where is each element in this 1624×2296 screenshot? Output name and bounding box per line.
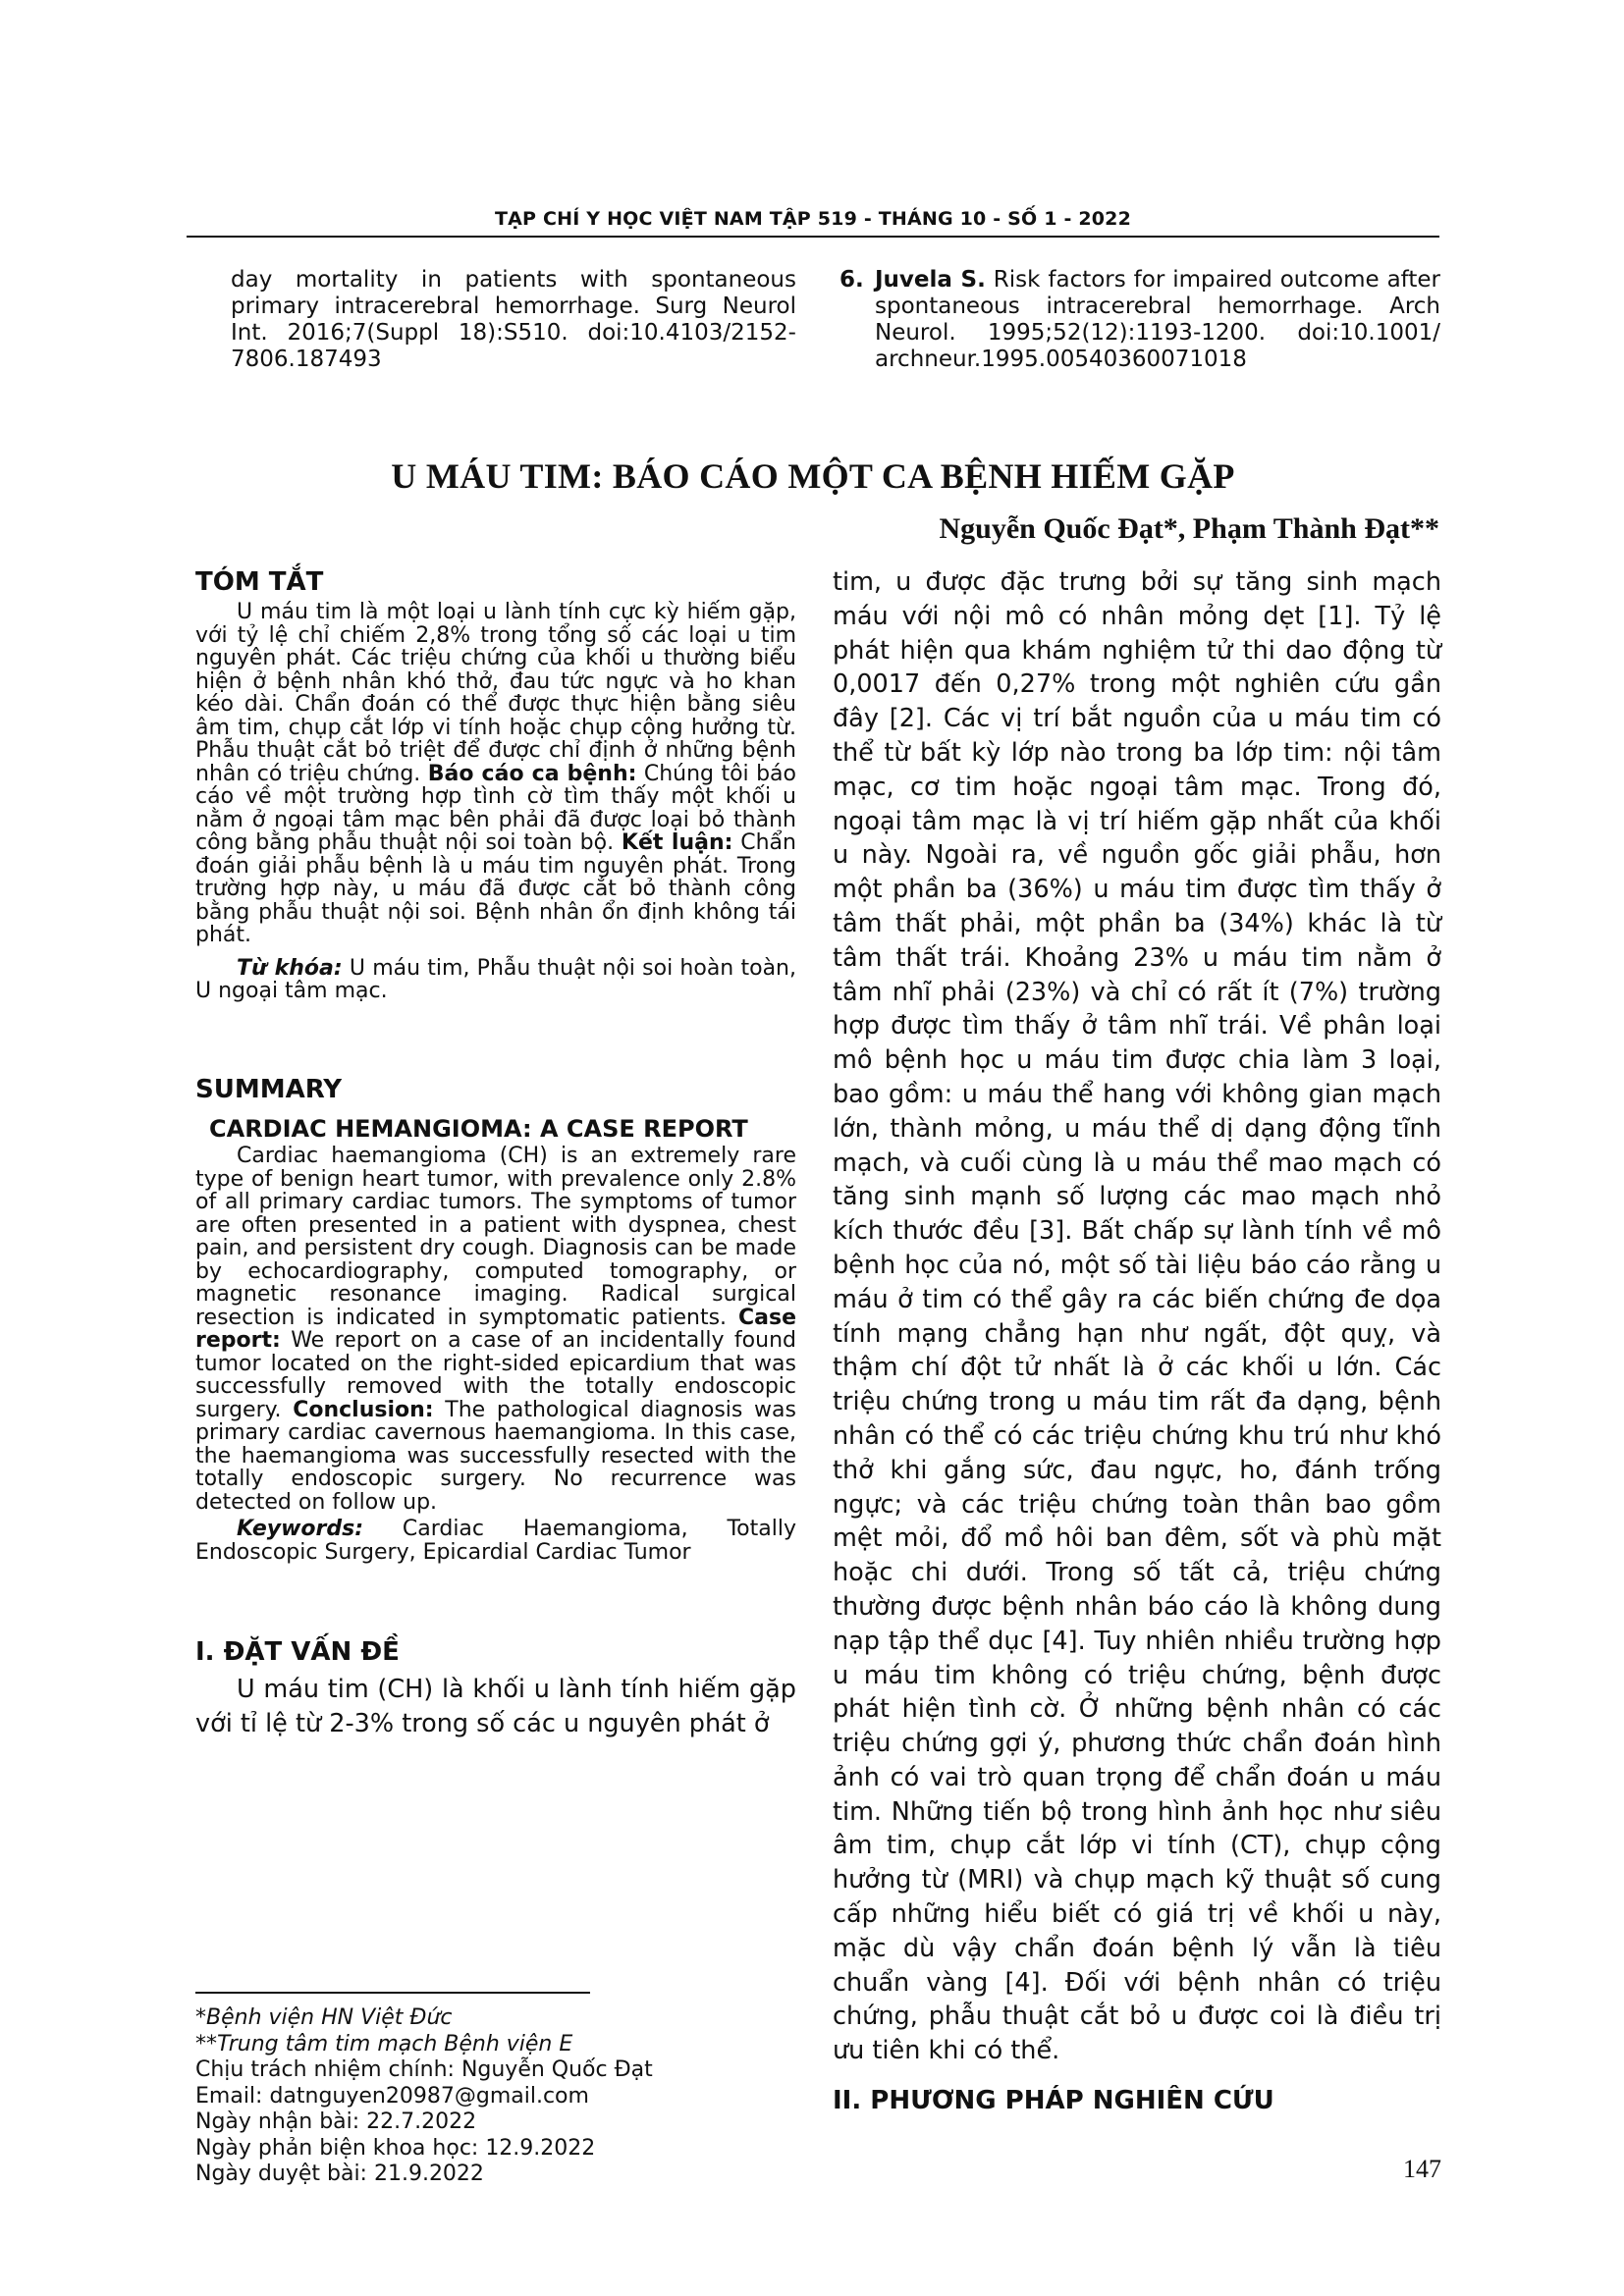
date-accepted: Ngày duyệt bài: 21.9.2022: [195, 2162, 484, 2186]
date-received: Ngày nhận bài: 22.7.2022: [195, 2109, 477, 2134]
abstract-vietnamese: [195, 567, 796, 1003]
reference-text: day mortality in patients with spontaneous primary intracerebral hemorrhage. Surg Neurol Int. 2016;7(Suppl 18):S510. doi:10.4103/2152-7806.187493: [231, 267, 796, 372]
summary-english: [195, 1075, 796, 1564]
affiliation-1: *Bệnh viện HN Việt Đức: [195, 2005, 453, 2030]
article-title: U MÁU TIM: BÁO CÁO MỘT CA BỆNH HIẾM GẶP: [391, 456, 1235, 496]
corresponding-author: Chịu trách nhiệm chính: Nguyễn Quốc Đạt: [195, 2057, 653, 2082]
email: Email: datnguyen20987@gmail.com: [195, 2083, 589, 2109]
summary-title: CARDIAC HEMANGIOMA: A CASE REPORT: [209, 1115, 748, 1143]
case-report-label: Case report:: [195, 1305, 796, 1353]
running-header: TẠP CHÍ Y HỌC VIỆT NAM TẬP 519 - THÁNG 10 - SỐ 1 - 2022: [494, 208, 1132, 230]
section-text: tim, u được đặc trưng bởi sự tăng sinh mạch máu với nội mô có nhân mỏng dẹt [1]. Tỷ lệ phát hiện qua khám nghiệm tử thi dao động từ 0,0017 đến 0,27% trong một nghiên cứu gần đây [2]. Các vị trí bắt nguồn của u máu tim có thể từ bất kỳ lớp nào trong ba lớp tim: nội tâm mạc, cơ tim hoặc ngoại tâm mạc. Trong đó, ngoại tâm mạc là vị trí hiếm gặp nhất của khối u này. Ngoài ra, về nguồn gốc giải phẫu, hơn một phần ba (36%) u máu tim được tìm thấy ở tâm thất phải, một phần ba (34%) khác là từ tâm thất trái. Khoảng 23% u máu tim nằm ở tâm nhĩ phải (23%) và chỉ có rất ít (7%) trường hợp được tìm thấy ở tâm nhĩ trái. Về phân loại mô bệnh học u máu tim được chia làm 3 loại, bao gồm: u máu thể hang với không gian mạch lớn, thành mỏng, u máu thể dị dạng động tĩnh mạch, và cuối cùng là u máu thể mao mạch có tăng sinh mạnh số lượng các mao mạch nhỏ kích thước đều [3]. Bất chấp sự lành tính về mô bệnh học của nó, một số tài liệu báo cáo rằng u máu ở tim có thể gây ra các biến chứng đe dọa tính mạng chẳng hạn như ngất, đột quỵ, và thậm chí đột tử nhất là ở các khối u lớn. Các triệu chứng trong u máu tim rất đa dạng, bệnh nhân có thể có các triệu chứng khu trú như khó thở khi gắng sức, đau ngực, ho, đánh trống ngực; và các triệu chứng toàn thân bao gồm mệt mỏi, đổ mồ hôi ban đêm, sốt và phù mặt hoặc chi dưới. Trong số tất cả, triệu chứng thường được bệnh nhân báo cáo là không dung nạp tập thể dục [4]. Tuy nhiên nhiều trường hợp u máu tim không có triệu chứng, bệnh được phát hiện tình cờ. Ở những bệnh nhân có các triệu chứng gợi ý, phương thức chẩn đoán hình ảnh có vai trò quan trọng để chẩn đoán u máu tim. Những tiến bộ trong hình ảnh học như siêu âm tim, chụp cắt lớp vi tính (CT), chụp cộng hưởng từ (MRI) và chụp mạch kỹ thuật số cung cấp những hiểu biết có giá trị về khối u này, mặc dù vậy chẩn đoán bệnh lý vẫn là tiêu chuẩn vàng [4]. Đối với bệnh nhân có triệu chứng, phẫu thuật cắt bỏ u được coi là điều trị ưu tiên khi có thể.: [833, 567, 1441, 2066]
header-rule: [187, 236, 1439, 238]
reference-continued: [231, 267, 796, 373]
case-report-label: Báo cáo ca bệnh:: [427, 761, 637, 786]
summary-heading: SUMMARY: [195, 1075, 343, 1104]
section-text: U máu tim (CH) là khối u lành tính hiếm gặp với tỉ lệ từ 2-3% trong số các u nguyên phát ở: [195, 1675, 796, 1738]
section-heading: I. ĐẶT VẤN ĐỀ: [195, 1637, 400, 1667]
abstract-keywords: Từ khóa: U máu tim, Phẫu thuật nội soi hoàn toàn, U ngoại tâm mạc.: [195, 955, 796, 1003]
section-introduction-left: [195, 1637, 796, 1741]
article-authors: Nguyễn Quốc Đạt*, Phạm Thành Đạt**: [939, 512, 1439, 545]
date-reviewed: Ngày phản biện khoa học: 12.9.2022: [195, 2135, 596, 2161]
section-introduction-right: [833, 565, 1441, 2115]
reference-number: 6.: [839, 267, 864, 293]
keywords-label: Keywords:: [237, 1517, 364, 1541]
reference-6: [839, 267, 1440, 373]
section-heading: II. PHƯƠNG PHÁP NGHIÊN CỨU: [833, 2086, 1274, 2116]
abstract-body: U máu tim là một loại u lành tính cực kỳ hiếm gặp, với tỷ lệ chỉ chiếm 2,8% trong tổng số các loại u tim nguyên phát. Các triệu chứng của khối u thường biểu hiện ở bệnh nhân khó thở, đau tức ngực và ho khan kéo dài. Chẩn đoán có thể được thực hiện bằng siêu âm tim, chụp cắt lớp vi tính hoặc chụp cộng hưởng từ. Phẫu thuật cắt bỏ triệt để được chỉ định ở những bệnh nhân có triệu chứng. Báo cáo ca bệnh: Chúng tôi báo cáo về một trường hợp tình cờ tìm thấy một khối u nằm ở ngoại tâm mạc bên phải đã được loại bỏ thành công bằng phẫu thuật nội soi toàn bộ. Kết luận: Chẩn đoán giải phẫu bệnh là u máu tim nguyên phát. Trong trường hợp này, u máu đã được cắt bỏ thành công bằng phẫu thuật nội soi. Bệnh nhân ổn định không tái phát.: [195, 600, 796, 947]
abstract-heading: TÓM TẮT: [195, 567, 324, 597]
reference-author: Juvela S.: [875, 267, 986, 293]
keywords-label: Từ khóa:: [237, 955, 343, 981]
footnotes: [195, 2005, 745, 2188]
page-number: 147: [1403, 2155, 1441, 2183]
summary-keywords: Keywords: Cardiac Haemangioma, Totally Endoscopic Surgery, Epicardial Cardiac Tumor: [195, 1517, 796, 1565]
summary-body: Cardiac haemangioma (CH) is an extremely rare type of benign heart tumor, with prevalence only 2.8% of all primary cardiac tumors. The symptoms of tumor are often presented in a patient with dyspnea, chest pain, and persistent dry cough. Diagnosis can be made by echocardiography, computed tomography, or magnetic resonance imaging. Radical surgical resection is indicated in symptomatic patients. Case report: We report on a case of an incidentally found tumor located on the right-sided epicardium that was successfully removed with the totally endoscopic surgery. Conclusion: The pathological diagnosis was primary cardiac cavernous haemangioma. In this case, the haemangioma was successfully resected with the totally endoscopic surgery. No recurrence was detected on follow up.: [195, 1144, 796, 1515]
conclusion-label: Kết luận:: [621, 830, 733, 855]
reference-text: Risk factors for impaired outcome after spontaneous intracerebral hemorrhage. Arch Neurol. 1995;52(12):1193-1200. doi:10.1001/ archneur.1995.00540360071018: [875, 267, 1440, 372]
conclusion-label: Conclusion:: [293, 1397, 434, 1422]
footnote-rule: [195, 1992, 590, 1994]
affiliation-2: **Trung tâm tim mạch Bệnh viện E: [195, 2031, 573, 2056]
